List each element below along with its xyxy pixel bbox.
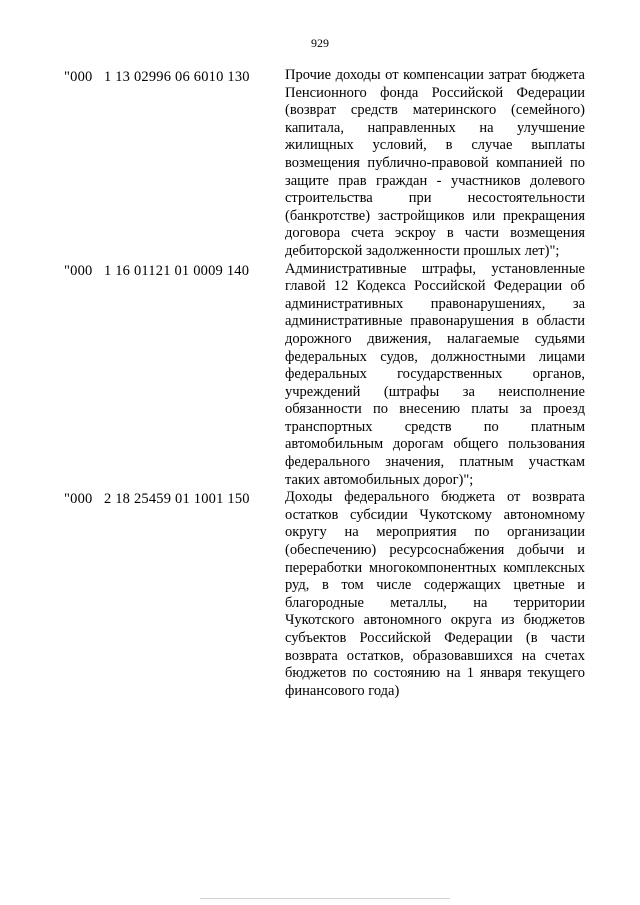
budget-classification-code: "000 1 13 02996 06 6010 130 [64, 69, 250, 85]
description-line: возмещения публично-правовой компанией по [285, 154, 585, 171]
description-line: дебиторской задолженности прошлых лет)"; [285, 242, 560, 259]
description-line: административных правонарушениях, за [285, 295, 585, 312]
description-line: договора счета эскроу в части возмещения [285, 225, 585, 242]
description-line: Чукотского автономного округа из бюджетов [285, 612, 585, 629]
budget-entry-description [285, 261, 585, 490]
description-line: Административные штрафы, установленные [285, 260, 585, 277]
description-line: Доходы федерального бюджета от возврата [285, 489, 585, 506]
description-line: главой 12 Кодекса Российской Федерации об [285, 278, 585, 295]
description-line: бюджетов по состоянию на 1 января текущего [285, 665, 585, 682]
description-line: учреждений (штрафы за неисполнение [285, 383, 585, 400]
description-line: федеральных государственных органов, [285, 366, 585, 383]
budget-entry [0, 489, 640, 700]
description-line: остатков субсидии Чукотскому автономному [285, 506, 585, 523]
description-line: федерального значения, платным участкам [285, 454, 585, 471]
page-number: 929 [311, 36, 329, 50]
description-line: дорожного движения, налагаемые судьями [285, 330, 585, 347]
description-line: федеральных судов, должностными лицами [285, 348, 585, 365]
description-line: переработки многокомпонентных комплексных [285, 559, 585, 576]
description-line: обязанности по внесению платы за проезд [285, 401, 585, 418]
scan-artifact-line [200, 898, 450, 899]
budget-entry-description [285, 489, 585, 700]
description-line: капитала, направленных на улучшение [285, 119, 585, 136]
budget-entry-description [285, 67, 585, 261]
description-line: Прочие доходы от компенсации затрат бюджета [285, 67, 585, 83]
description-line: транспортных средств по платным [285, 418, 585, 435]
description-line: (банкротстве) застройщиков или прекращения [285, 207, 585, 224]
description-line: (возврат средств материнского (семейного) [285, 102, 585, 119]
budget-classification-code: "000 1 16 01121 01 0009 140 [64, 262, 250, 279]
description-line: округу на мероприятия по организации [285, 524, 585, 541]
description-line: финансового года) [285, 682, 400, 699]
budget-entry [0, 261, 640, 490]
description-line: (обеспечению) ресурсоснабжения добычи и [285, 542, 585, 559]
description-line: благородные металлы, на территории [285, 594, 585, 611]
description-line: руд, в том числе содержащих цветные и [285, 577, 585, 594]
description-line: субъектов Российской Федерации (в части [285, 630, 585, 646]
budget-classification-code: "000 2 18 25459 01 1001 150 [64, 491, 250, 508]
description-line: административные правонарушения в области [285, 313, 585, 330]
description-line: защите прав граждан - участников долевого [285, 172, 585, 189]
description-line: таких автомобильных дорог)"; [285, 471, 474, 488]
description-line: Пенсионного фонда Российской Федерации [285, 84, 585, 101]
description-line: жилищных условий, в случае выплаты [285, 137, 585, 154]
description-line: автомобильным дорогам общего пользования [285, 436, 585, 453]
description-line: строительства при несостоятельности [285, 190, 585, 207]
budget-code-list [0, 67, 640, 700]
budget-entry [0, 67, 640, 261]
description-line: возврата остатков, образовавшихся на счетах [285, 647, 585, 664]
